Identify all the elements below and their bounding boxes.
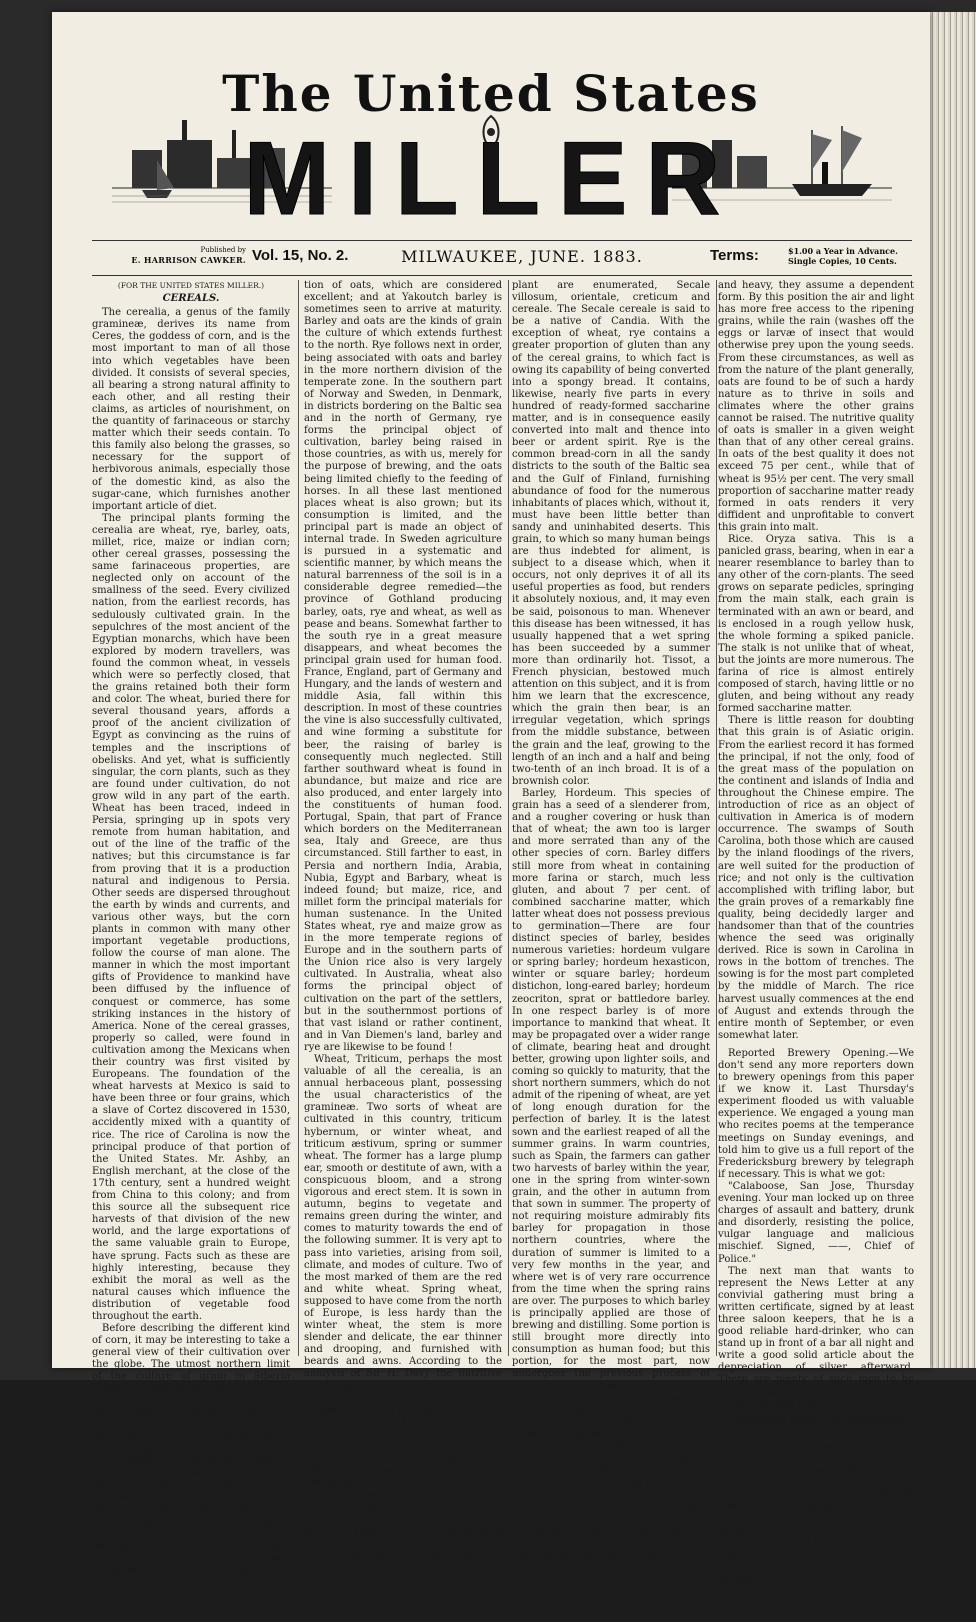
column-2: [304, 280, 502, 1586]
aphorism: Don't kill de old goose in sight o' de fedder-bed.: [718, 1537, 914, 1561]
masthead-title-top: The United States: [222, 64, 760, 123]
paragraph: plant are enumerated, Secale villosum, orientale, creticum and cereale. The Secale cereale is said to be a native of Candia. With the exception of wheat, rye contains a greater proportion of gluten than any of the cereal grains, to which fact is owing its capability of being converted into a spongy bread. It contains, likewise, nearly five parts in every hundred of ready-formed saccharine matter, and is in consequence easily converted into malt and thence into beer or ardent spirit. Rye is the common bread-corn in all the sandy districts to the south of the Baltic sea and the Gulf of Finland, furnishing abundance of food for the numerous inhabitants of places which, without it, must have been little better than sandy and uninhabited deserts. This grain, to which so many human beings are thus indebted for aliment, is subject to a disease which, when it occurs, not only deprives it of all its useful properties as food, but renders it absolutely noxious, and, it may even be said, poisonous to man. Whenever this disease has been witnessed, it has usually happened that a wet spring has been succeeded by a summer more than ordinarily hot. Tissot, a French physician, bestowed much attention on this subject, and it is from him we learn that the excrescence, which the grain then bear, is an irregular vegetation, which springs from the middle substance, between the grain and the leaf, growing to the length of an inch and a half and being two-tenth of an inch broad. It is of a brownish color.: [512, 280, 710, 787]
paragraph: Before describing the different kind of corn, it may be interesting to take a general view of their cultivation over the globe. The utmost northern limit of the culture of grain in Siberia reaches to 60° of latitude; and in the more eastern parts of the province these important products are scarcely to be met with higher than 55°. In the more southern parts of Siberia and in districts adjoining the Wolga, the land is exceedingly fertile, so that crops of grain are obtained with a very trifling amount of labor. Buckwheat is very commonly cultivated in this district, and it is found that one sowing of the seed will produce five or six crops in as many successive years, each harvest yielding from twelve to fifteen times the quantity first sown. Europe is indebted to Siberia for a particular descrip-: [92, 1323, 290, 1589]
column-divider: [508, 280, 509, 1356]
terms-line-annual: $1.00 a Year in Advance.: [788, 246, 898, 256]
volume-binding-edge: [930, 12, 976, 1368]
newspaper-page: [52, 12, 930, 1622]
aphorism: De full moon is a po' han' to keep secrets.: [718, 1561, 914, 1585]
published-by-label: Published by: [200, 246, 246, 254]
aphorism: De man aint put togedder right dat don't lub his own dorg.: [718, 1489, 914, 1513]
masthead-title-main: MILLER: [243, 121, 739, 237]
paragraph: Rice. Oryza sativa. This is a panicled grass, bearing, when in ear a nearer resemblance to barley than to any other of the corn-plants. The seed grows on separate pedicles, springing from the main stalk, each grain is terminated with an awn or beard, and is enclosed in a rough yellow husk, the whole forming a spiked panicle. The stalk is not unlike that of wheat, but the joints are more numerous. The farina of rice is almost entirely composed of starch, having little or no gluten, and being without any ready formed saccharine matter.: [718, 533, 914, 715]
column-divider: [298, 280, 299, 1356]
dateline: MILWAUKEE, JUNE. 1883.: [401, 247, 643, 266]
paragraph: There is little reason for doubting that this grain is of Asiatic origin. From the earliest record it has formed the principal, if not the only, food of the great mass of the population on the continent and islands of India and throughout the Chinese empire. The introduction of rice as an object of cultivation in America is of modern occurrence. The swamps of South Carolina, both those which are caused by the inland floodings of the rivers, are well suited for the production of rice; and not only is the cultivation accomplished with trifling labor, but the grain proves of a remarkably fine quality, being decidedly larger and handsomer than that of the countries whence the seed was originally derived. Rice is sown in Carolina in rows in the bottom of trenches. The sowing is for the most part completed by the middle of March. The rice harvest usually commences at the end of August and extends through the entire month of September, or even somewhat later.: [718, 715, 914, 1041]
paragraph: and heavy, they assume a dependent form. By this position the air and light has more free access to the ripening grains, while the rain (washes off the eggs or larvæ of insect that would otherwise prey upon the young seeds. From these circumstances, as well as from the nature of the plant generally, oats are found to be of such a hardy nature as to thrive in soils and climates where the other grains cannot be raised. The nutritive quality of oats is smaller in a given weight than that of any other cereal grains. In oats of the best quality it does not exceed 75 per cent., while that of wheat is 95½ per cent. The very small proportion of saccharine matter ready formed in oats renders it very diffident and unprofitable to convert this grain into malt.: [718, 280, 914, 533]
terms-details: [788, 246, 898, 266]
aphorism: It takes a hones' miller to keep lean shotes.: [718, 1513, 914, 1537]
paragraph: The next man that wants to represent the News Letter at any convivial gathering must bring a written certificate, signed by at least three saloon keepers, that he is a good reliable hard-drinker, who can stand up in front of a bar all night and write a good solid article about the depreciation of silver afterward. There are plenty of such men to be had, but we missed it this time.—San Francisco New Letter.: [718, 1265, 914, 1410]
terms-line-single: Single Copies, 10 Cents.: [788, 256, 897, 266]
article-columns: [92, 280, 914, 1622]
paragraph: Reported Brewery Opening.—We don't send any more reporters down to brewery openings from this paper if we know it. Last Thursday's experiment flooded us with valuable experience. We engaged a young man who recites poems at the temperance meetings on Sunday evenings, and told him to give us a full report of the Fredericksburg brewery by telegraph if necessary. This is what we got:: [718, 1047, 914, 1180]
volume-number: Vol. 15, No. 2.: [252, 247, 349, 264]
aphorisms-heading: APHORISMS FROM THE QUARTERS.: [722, 1415, 910, 1426]
paragraph: "Calaboose, San Jose, Thursday evening. Your man locked up on three charges of assault and battery, drunk and disorderly, resisting the police, vulgar language and malicious mischief. Signed, ——, Chief of Police.": [718, 1180, 914, 1265]
paragraph: Barley, Hordeum. This species of grain has a seed of a slenderer from, and a rougher covering or husk than that of wheat; the awn too is larger and more serrated than any of the other species of corn. Barley differs still more from wheat in containing more farina or starch, much less gluten, and about 7 per cent. of combined saccharine matter, which latter wheat does not possess previous to germination—There are four distinct species of barley, besides numerous varieties: hordeum vulgare or spring barley; hordeum hexasticon, winter or square barley; hordeum distichon, long-eared barley; hordeum zeocriton, sprat or battledore barley. In one respect barley is of more importance to mankind that wheat. It may be propagated over a wider range of climate, bearing heat and drought better, growing upon lighter soils, and coming so quickly to maturity, that the short northern summers, which do not admit of the ripening of wheat, are yet of long enough duration for the perfection of barley. It is the latest sown and the earliest reaped of all the summer grains. In warm countries, such as Spain, the farmers can gather two harvests of barley within the year, one in the spring from winter-sown grain, and the other in autumn from that sown in summer. The property of not requiring moisture admirably fits barley for propagation in those northern countries, where the duration of summer is limited to a very few months in the year, and where wet is of very rare occurrence from the time when the spring rains are over. The purposes to which barley is principally applied are those of brewing and distilling. Some portion is still brought more directly into consumption as human food; but this portion, for the most part, now undergoes the previous process of decortication (removal of the bark,) whereby it is converted into what is called pearl-barley.: [512, 787, 710, 1416]
publisher-block: [96, 245, 246, 266]
publisher-name: E. HARRISON CAWKER.: [131, 255, 246, 265]
aphorisms-source: (From the Century Bric-a-Brac.): [755, 1427, 877, 1437]
aphorism: Your luck aint always ekul to de lenk o' your fishin pole.: [718, 1440, 914, 1464]
paragraph: Oats, Avena. This grain differs in its external appearance from wheat, barley, or rye, especially in the form of the ear. The ear is a panicle formed by the rachis, dividing into numerous branches, the large ones being at the base, while towards the top they gradually decrease, thus forming a conical or tapering figure. While the ear is yet recent the branches are erect, but as the seeds advance towards maturity, and become full: [512, 1416, 710, 1561]
column-1: [92, 280, 290, 1589]
terms-label: Terms:: [710, 247, 759, 264]
paragraph: Rye, Secale cereale. This grain has an appearance something intermediate between wheat and barley. The ear is bearded, and the stem tall and slender. Four species of this: [304, 1513, 502, 1586]
paragraph: Wheat, Triticum, perhaps the most valuable of all the cerealia, is an annual herbaceous plant, possessing the usual characteristics of the gramineæ. Two sorts of wheat are cultivated in this country, triticum hybernum, or winter wheat, and triticum æstivum, spring or summer wheat. The former has a large plump ear, smooth or destitute of awn, with a conspicuous bloom, and a strong vigorous and erect stem. It is sown in autumn, begins to vegetate and remains green during the winter, and comes to maturity towards the end of the following summer. It is very apt to pass into varieties, arising from soil, climate, and modes of culture. Two of the most marked of them are the red and white wheat. Spring wheat, supposed to have come from the north of Europe, is less hardy than the winter wheat, the stem is more slender and delicate, the ear thinner and drooping, and furnished with beards and awns. According to the analysis of Sir H. Davy the nutritive quality of this kind is not quite equal to that of winter wheat, the proportions being 95½ per cent. in the latter, and only 94 per cent. in the former, of the entire bulk of the grains. The gluten contained in the two kinds varies in a greater degree, that of winter wheat being 24 while that of spring wheat is only 19, so that the winter variety is more eligible for the purpose of the baker.: [304, 1054, 502, 1513]
paragraph: The principal plants forming the cerealia are wheat, rye, barley, oats, millet, rice, maize or indian corn; other cereal grasses, possessing the same farinaceous properties, are neglected only on account of the smallness of the seed. Every civilized nation, from the earliest records, has sedulously cultivated grain. In the sepulchres of the most ancient of the Egyptian monarchs, which have been explored by modern travellers, was found the common wheat, in vessels which were so perfectly closed, that the grains retained both their form and color. The wheat, buried there for several thousand years, affords a proof of the ancient civilization of Egypt as convincing as the ruins of temples and the inscriptions of obelisks. And yet, what is sufficiently singular, the corn plants, such as they are found under cultivation, do not grow wild in any part of the earth. Wheat has been traced, indeed in Persia, springing up in spots very remote from human habitation, and out of the line of the traffic of the natives; but this circumstance is far from proving that it is a production natural and indigenous to Persia. Other seeds are dispersed throughout the earth by winds and currents, and various other ways, but the corn plants in common with many other important vegetable productions, follow the course of man alone. The manner in which the most important gifts of Providence to mankind have been diffused by the influence of conquest or commerce, has some striking instances in the history of America. None of the cereal grasses, properly so called, were found in cultivation among the Mexicans when their country was first visited by Europeans. The foundation of the wheat harvests at Mexico is said to have been three or four grains, which a slave of Cortez discovered in 1530, accidently mixed with a quantity of rice. The rice of Carolina is now the principal produce of that portion of the United States. Mr. Ashby, an English merchant, at the close of the 17th century, sent a hundred weight from China to this colony; and from this source all the subsequent rice harvests of that division of the new world, and the large exportations of the same valuable grain to Europe, have sprung. Facts such as these are highly interesting, because they exhibit the moral as well as the natural causes which influence the distribution of vegetable food throughout the earth.: [92, 512, 290, 1322]
aphorism: Old hen got 'nough l'arnin' to tell her own chillun in de dark.: [718, 1586, 914, 1610]
article-heading: CEREALS.: [162, 293, 220, 305]
paragraph: The cerealia, a genus of the family gramineæ, derives its name from Ceres, the goddess of corn, and is the most important to man of all those into which vegetables have been divided. It consists of several species, all bearing a strong natural affinity to each other, and all resting their claims, as articles of nourishment, on the quantity of farinaceous or starchy matter which their seeds contain. To this family also belong the grasses, so necessary for the support of herbivorous animals, especially those of the domestic kind, as also the sugar-cane, which furnishes another important article of diet.: [92, 307, 290, 512]
aphorism: Grass don't grow high roun' de corn-crib.: [718, 1465, 914, 1489]
column-4: [718, 280, 914, 1622]
column-3: [512, 280, 710, 1561]
article-source: (FOR THE UNITED STATES MILLER.): [117, 281, 265, 290]
aphorisms-signature: J. A. Macon.: [859, 1611, 914, 1622]
masthead: [52, 12, 930, 237]
publication-info-bar: [92, 240, 912, 276]
paragraph: tion of oats, which are considered excellent; and at Yakoutch barley is sometimes seen to arrive at maturity. Barley and oats are the kinds of grain the culture of which extends furthest to the north. Rye follows next in order, being associated with oats and barley in the more northern division of the temperate zone. In the southern part of Norway and Sweden, in Denmark, in districts bordering on the Baltic sea and in the north of Germany, rye forms the principal object of cultivation, barley being raised in those countries, as with us, merely for the purpose of brewing, and the oats being limited chiefly to the feeding of horses. In all these last mentioned places wheat is also grown; but its consumption is limited, and the principal part is made an object of internal trade. In Sweden agriculture is pursued in a systematic and scientific manner, by which means the natural barrenness of the soil is in a considerable degree remedied—the province of Gothland producing barley, oats, rye and wheat, as well as pease and beans. Somewhat farther to the south rye in a great measure disappears, and wheat becomes the principal grain used for human food. France, England, part of Germany and Hungary, and the lands of western and middle Asia, fall within this description. In most of these countries the vine is also successfully cultivated, and wine forming a substitute for beer, the raising of barley is consequently much neglected. Still farther southward wheat is found in abundance, but maize and rice are also produced, and enter largely into the constituents of human food. Portugal, Spain, that part of France which borders on the Mediterranean sea, Italy and Greece, are thus circumstanced. Still farther to east, in Persia and northern India, Arabia, Nubia, Egypt and Barbary, wheat is indeed found; but maize, rice, and millet form the principal materials for human sustenance. In the United States wheat, rye and maize grow as in the more temperate regions of Europe and in the southern parts of the Union rice also is very largely cultivated. In Australia, wheat also forms the principal object of cultivation on the part of the settlers, but in the southernmost portions of that vast island or rather continent, and in Van Diemen's land, barley and rye are likewise to be found !: [304, 280, 502, 1053]
column-divider: [716, 280, 717, 1356]
